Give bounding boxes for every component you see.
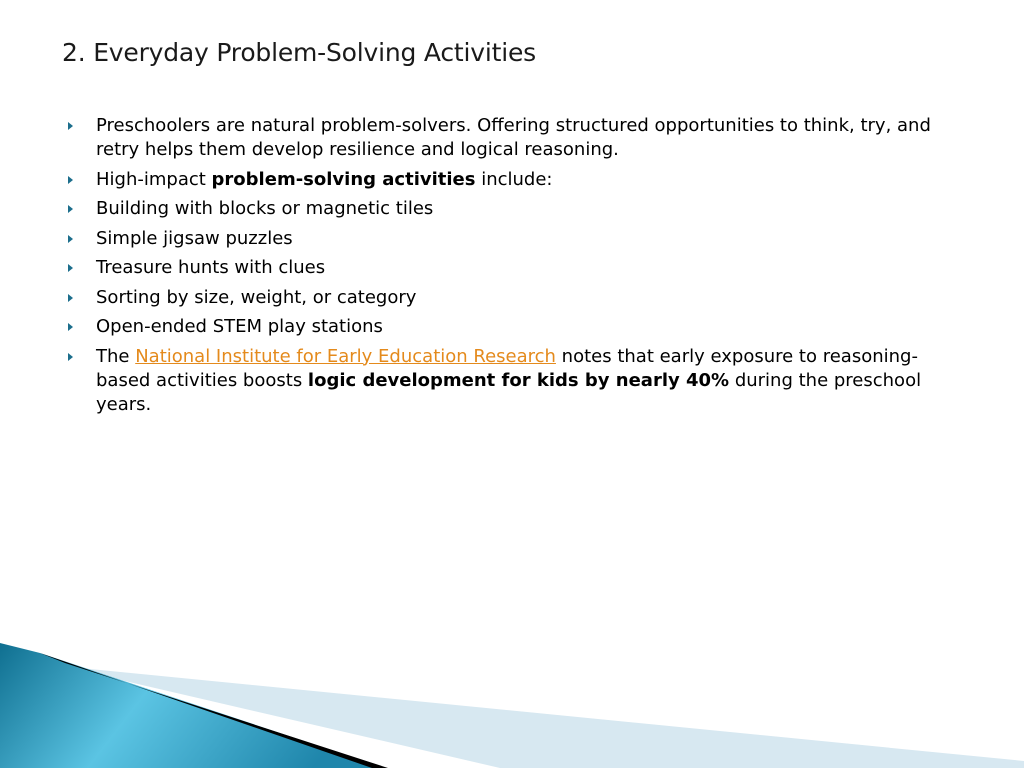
bullet-item	[66, 256, 946, 280]
slide-title: 2. Everyday Problem-Solving Activities	[62, 38, 536, 67]
bullet-arrow-icon	[68, 264, 73, 272]
bullet-text: High-impact	[96, 168, 212, 190]
bullet-text: Building with blocks or magnetic tiles	[96, 198, 434, 219]
bullet-text: Sorting by size, weight, or category	[96, 286, 417, 308]
bullet-text: during the preschool years.	[96, 369, 922, 415]
bullet-arrow-icon	[68, 176, 73, 184]
bullet-text: Preschoolers are natural problem-solvers. Offering structured opportunities to think, try, and retry helps them develop resilience and logical reasoning.	[96, 115, 931, 160]
bullet-text: include:	[475, 168, 553, 190]
bullet-arrow-icon	[68, 122, 73, 130]
bullet-bold-text: problem-solving activities	[211, 168, 476, 190]
bullet-arrow-icon	[68, 205, 73, 213]
research-institute-link[interactable]: National Institute for Early Education Research	[135, 345, 556, 367]
bullet-arrow-icon	[68, 294, 73, 302]
bullet-text: Simple jigsaw puzzles	[96, 227, 293, 249]
bullet-arrow-icon	[68, 235, 73, 243]
bullet-text: Open-ended STEM play stations	[96, 316, 383, 337]
bullet-text: notes that early exposure to reasoning-based activities boosts	[96, 345, 918, 391]
bullet-arrow-icon	[68, 323, 73, 331]
bullet-item	[66, 286, 946, 310]
bullet-bold-text: logic development for kids by nearly 40%	[307, 369, 730, 391]
bullet-list	[66, 114, 946, 422]
bullet-arrow-icon	[68, 353, 73, 361]
bullet-text: Treasure hunts with clues	[96, 257, 326, 278]
bullet-item	[66, 114, 946, 162]
footer-decoration	[0, 643, 1024, 768]
bullet-item	[66, 168, 946, 192]
bullet-item	[66, 345, 946, 417]
bullet-item	[66, 315, 946, 339]
bullet-text: The	[96, 345, 136, 367]
bullet-item	[66, 227, 946, 251]
bullet-item	[66, 197, 946, 221]
